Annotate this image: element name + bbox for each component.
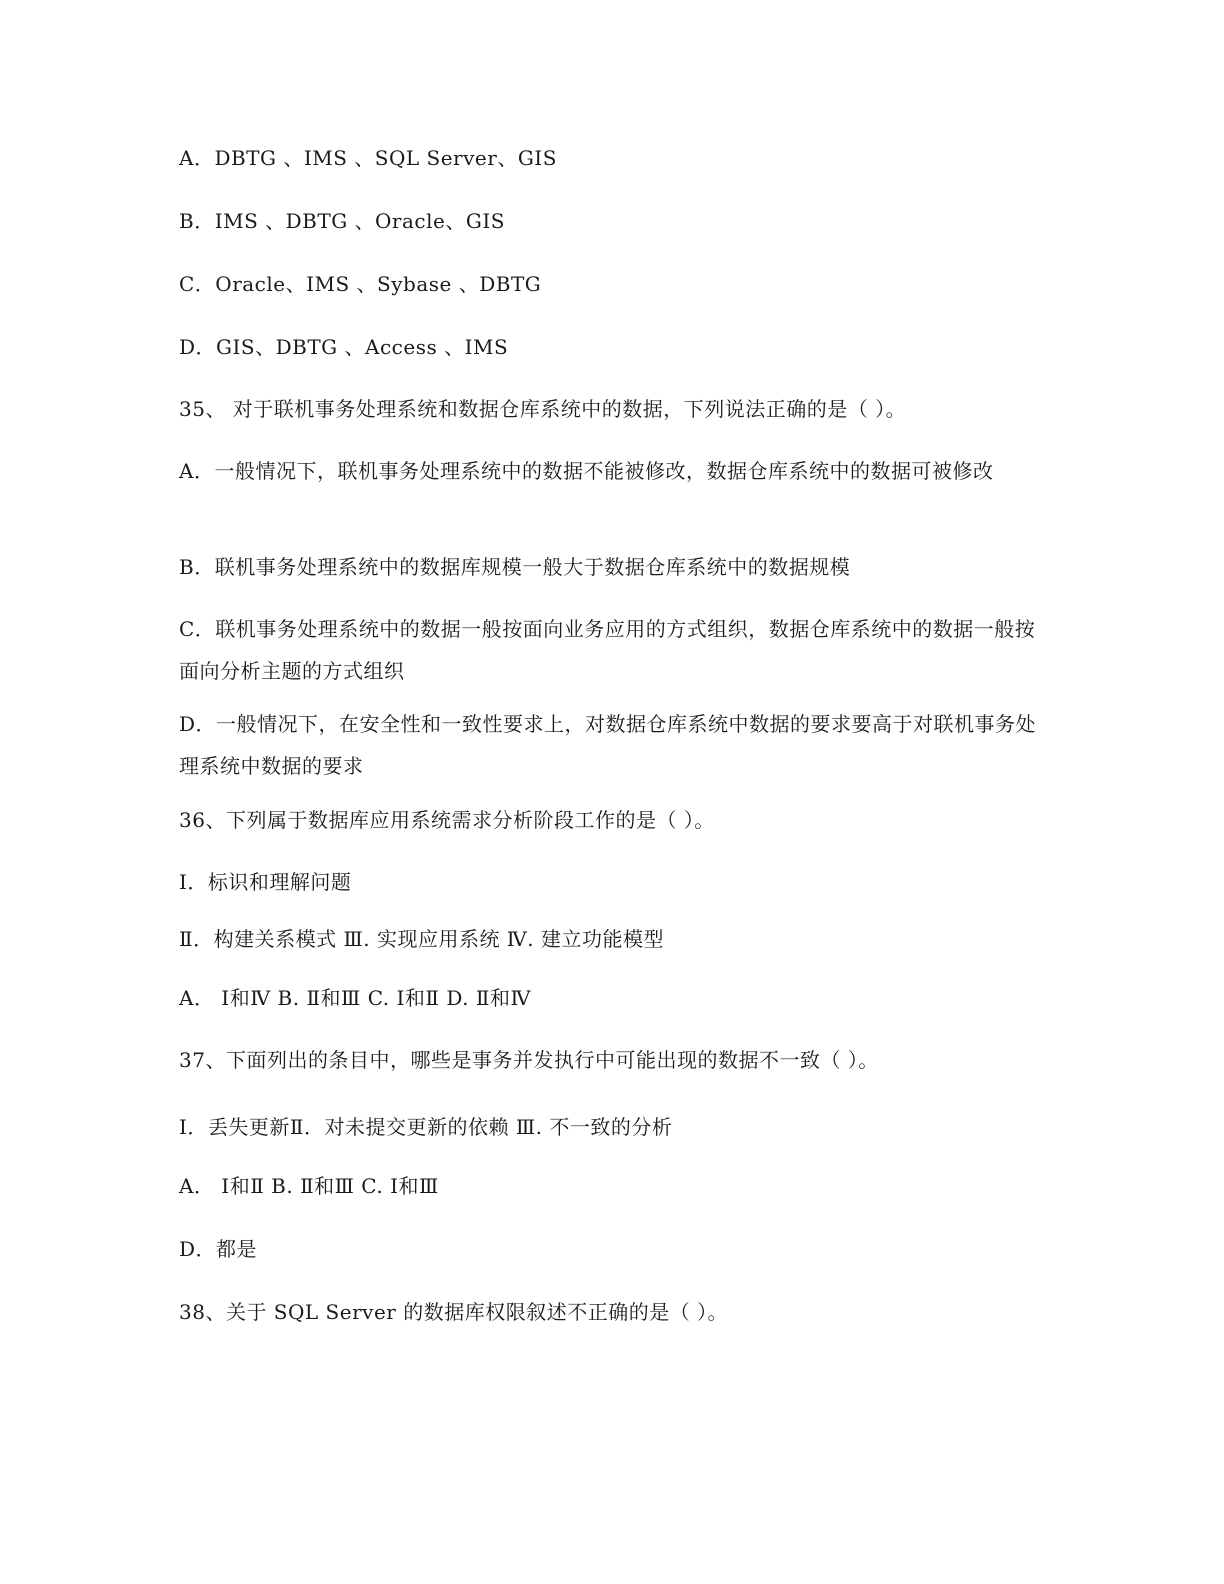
q36-item-1: Ⅰ．标识和理解问题 (179, 870, 352, 894)
q34-option-d: D．GIS、DBTG 、Access 、IMS (179, 335, 509, 359)
q38-question: 38、关于 SQL Server 的数据库权限叙述不正确的是（ ）。 (179, 1300, 729, 1324)
q37-question: 37、下面列出的条目中，哪些是事务并发执行中可能出现的数据不一致（ ）。 (179, 1048, 879, 1072)
q34-option-a: A．DBTG 、IMS 、SQL Server、GIS (179, 146, 557, 170)
q37-items: Ⅰ．丢失更新Ⅱ．对未提交更新的依赖 Ⅲ. 不一致的分析 (179, 1115, 673, 1139)
q36-question: 36、下列属于数据库应用系统需求分析阶段工作的是（ ）。 (179, 808, 715, 832)
q35-question: 35、 对于联机事务处理系统和数据仓库系统中的数据，下列说法正确的是（ ）。 (179, 397, 907, 421)
q37-option-d: D．都是 (179, 1237, 258, 1261)
q36-item-2-4: Ⅱ．构建关系模式 Ⅲ. 实现应用系统 Ⅳ. 建立功能模型 (179, 927, 665, 951)
q35-option-c: C．联机事务处理系统中的数据一般按面向业务应用的方式组织，数据仓库系统中的数据一般按面向分析主题的方式组织 (179, 617, 1036, 683)
q34-option-c: C．Oracle、IMS 、Sybase 、DBTG (179, 272, 542, 296)
q37-options-abc: A． Ⅰ和Ⅱ B. Ⅱ和Ⅲ C. Ⅰ和Ⅲ (179, 1174, 439, 1198)
q35-option-a: A．一般情况下，联机事务处理系统中的数据不能被修改，数据仓库系统中的数据可被修改 (179, 459, 994, 483)
q36-options: A． Ⅰ和Ⅳ B. Ⅱ和Ⅲ C. Ⅰ和Ⅱ D. Ⅱ和Ⅳ (179, 986, 531, 1010)
q35-option-d: D．一般情况下，在安全性和一致性要求上，对数据仓库系统中数据的要求要高于对联机事务处理系统中数据的要求 (179, 712, 1037, 778)
q34-option-b: B．IMS 、DBTG 、Oracle、GIS (179, 209, 505, 233)
q35-option-b: B．联机事务处理系统中的数据库规模一般大于数据仓库系统中的数据规模 (179, 555, 851, 579)
